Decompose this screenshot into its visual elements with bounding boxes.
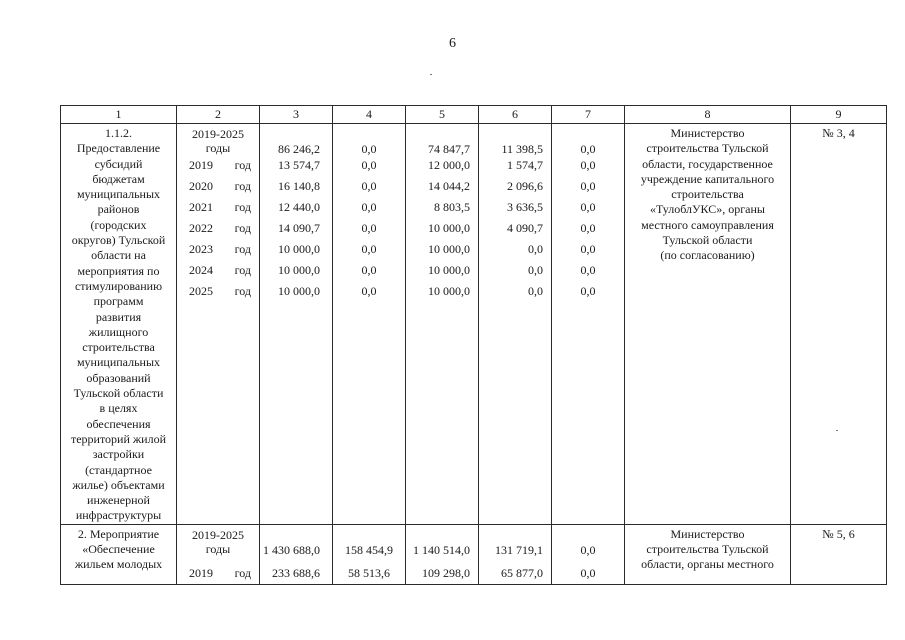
period-year: 2023 xyxy=(189,242,213,256)
period-entry xyxy=(177,241,259,257)
measure-name-line: обеспечения xyxy=(86,416,151,431)
column-number: 8 xyxy=(625,106,791,124)
period-unit: год xyxy=(234,221,251,235)
measure-name-line: инженерной xyxy=(87,493,150,508)
period-entry xyxy=(177,199,259,215)
amount-value: 0,0 xyxy=(528,242,543,256)
period-unit: год xyxy=(234,179,251,193)
local-cell xyxy=(479,124,552,525)
amount-value: 11 398,5 xyxy=(501,142,543,156)
scan-speck xyxy=(430,74,432,75)
measure-name-line: программ xyxy=(93,294,144,309)
column-numbers-row xyxy=(61,106,887,124)
amount-value: 0,0 xyxy=(580,242,596,256)
amount-value: 0,0 xyxy=(580,158,596,172)
measure-name-line: жилье) объектами xyxy=(72,477,165,492)
amount-value: 0,0 xyxy=(528,284,543,298)
period-year: 2024 xyxy=(189,263,213,277)
measure-name-line: субсидий xyxy=(94,156,143,171)
period-unit: год xyxy=(234,284,251,298)
measure-name-line: жильем молодых xyxy=(74,557,163,572)
measure-name-line: строительства xyxy=(82,340,155,355)
reference-cell xyxy=(791,524,887,584)
budget-table xyxy=(60,105,887,585)
amount-value: 0,0 xyxy=(580,565,596,580)
executor-line: Министерство xyxy=(670,126,745,140)
measure-name-line: 2. Мероприятие xyxy=(77,526,160,541)
period-range: 2019-2025 xyxy=(192,527,244,542)
period-entry xyxy=(177,157,259,173)
column-number: 5 xyxy=(406,106,479,124)
executor-line: (по согласованию) xyxy=(660,248,755,263)
extrabudget-cell xyxy=(552,124,625,525)
amount-value: 10 000,0 xyxy=(428,284,470,298)
amount-value: 0,0 xyxy=(361,158,377,172)
amount-value: 0,0 xyxy=(361,242,377,256)
period-entry xyxy=(177,527,259,559)
local-cell xyxy=(479,524,552,584)
amount-value: 1 574,7 xyxy=(507,158,543,172)
amount-value: 0,0 xyxy=(580,542,596,557)
amount-value: 0,0 xyxy=(361,263,377,277)
period-entry xyxy=(177,178,259,194)
amount-value: 0,0 xyxy=(361,284,377,298)
column-number: 3 xyxy=(260,106,333,124)
amount-value: 86 246,2 xyxy=(278,142,320,156)
amount-value: 131 719,1 xyxy=(495,542,543,557)
measure-name-line: мероприятия по xyxy=(77,263,160,278)
executor-line: строительства Тульской xyxy=(646,542,769,557)
executor-line: строительства xyxy=(671,187,744,202)
executor-line: «ТулоблУКС», органы xyxy=(650,202,765,217)
measure-name-line: стимулированию xyxy=(74,278,163,293)
amount-value: 65 877,0 xyxy=(501,565,543,580)
period-entry xyxy=(177,283,259,299)
executor-line: учреждение капитального xyxy=(640,171,775,186)
amount-value: 0,0 xyxy=(580,221,596,235)
measure-name-line: застройки xyxy=(92,447,145,462)
page-number: 6 xyxy=(449,36,456,51)
executor-line: Тульской области xyxy=(662,233,753,248)
measure-name-line: (стандартное xyxy=(85,462,152,477)
executor-line: области, органы местного xyxy=(641,557,774,572)
period-unit: годы xyxy=(205,141,231,155)
amount-value: 12 000,0 xyxy=(428,158,470,172)
amount-value: 10 000,0 xyxy=(428,263,470,277)
period-unit: год xyxy=(234,200,251,214)
amount-value: 2 096,6 xyxy=(507,179,543,193)
executor-cell xyxy=(625,524,791,584)
amount-value: 10 000,0 xyxy=(278,263,320,277)
executor-line: местного самоуправления xyxy=(641,217,774,232)
measure-name-line: в целях xyxy=(99,401,138,416)
measure-name-line: развития xyxy=(95,309,142,324)
extrabudget-cell xyxy=(552,524,625,584)
amount-value: 0,0 xyxy=(580,142,596,156)
amount-value: 13 574,7 xyxy=(278,158,320,172)
amount-value: 1 430 688,0 xyxy=(263,542,320,557)
measure-name-line: территорий жилой xyxy=(70,431,167,446)
executor-line: области, государственное xyxy=(642,156,773,171)
amount-value: 14 044,2 xyxy=(428,179,470,193)
period-unit: годы xyxy=(205,541,231,556)
measure-name-cell xyxy=(61,124,177,525)
federal-cell xyxy=(333,124,406,525)
federal-cell xyxy=(333,524,406,584)
amount-value: 0,0 xyxy=(580,179,596,193)
column-number: 4 xyxy=(333,106,406,124)
period-unit: год xyxy=(234,242,251,256)
amount-value: 158 454,9 xyxy=(345,542,393,557)
executor-line: строительства Тульской xyxy=(646,141,769,156)
executor-cell xyxy=(625,124,791,525)
amount-value: 0,0 xyxy=(361,142,377,156)
measure-name-line: (городских xyxy=(90,217,147,232)
period-year: 2021 xyxy=(189,200,213,214)
amount-value: 10 000,0 xyxy=(428,242,470,256)
measure-name-line: бюджетам xyxy=(92,171,145,186)
measure-name-line: Тульской области xyxy=(73,386,164,401)
measure-name-line: районов xyxy=(97,202,140,217)
total-cell xyxy=(260,124,333,525)
period-year: 2025 xyxy=(189,284,213,298)
measure-name-line: жилищного xyxy=(88,324,149,339)
amount-value: 58 513,6 xyxy=(348,565,390,580)
amount-value: 8 803,5 xyxy=(434,200,470,214)
amount-value: 12 440,0 xyxy=(278,200,320,214)
period-cell xyxy=(177,124,260,525)
amount-value: 0,0 xyxy=(580,200,596,214)
column-number: 1 xyxy=(61,106,177,124)
executor-line: Министерство xyxy=(670,526,745,541)
amount-value: 1 140 514,0 xyxy=(413,542,470,557)
amount-value: 3 636,5 xyxy=(507,200,543,214)
period-unit: год xyxy=(234,565,251,580)
measure-name-line: округов) Тульской xyxy=(71,233,166,248)
column-number: 2 xyxy=(177,106,260,124)
column-number: 6 xyxy=(479,106,552,124)
amount-value: 74 847,7 xyxy=(428,142,470,156)
period-cell xyxy=(177,524,260,584)
measure-name-line: области на xyxy=(91,248,146,263)
measure-name-line: 1.1.2. xyxy=(105,126,132,140)
period-unit: год xyxy=(234,158,251,172)
table-row xyxy=(61,124,887,525)
amount-value: 16 140,8 xyxy=(278,179,320,193)
amount-value: 10 000,0 xyxy=(278,242,320,256)
measure-name-line: образований xyxy=(86,370,151,385)
period-entry xyxy=(177,262,259,278)
indicator-reference: № 5, 6 xyxy=(822,526,855,541)
period-year: 2022 xyxy=(189,221,213,235)
amount-value: 0,0 xyxy=(580,284,596,298)
measure-name-line: «Обеспечение xyxy=(82,542,155,557)
measure-name-line: инфраструктуры xyxy=(75,508,162,523)
reference-cell xyxy=(791,124,887,525)
measure-name-line: муниципальных xyxy=(76,355,161,370)
indicator-reference: № 3, 4 xyxy=(822,126,855,140)
table-row xyxy=(61,524,887,584)
amount-value: 0,0 xyxy=(361,221,377,235)
period-range: 2019-2025 xyxy=(192,127,244,141)
period-year: 2020 xyxy=(189,179,213,193)
amount-value: 10 000,0 xyxy=(428,221,470,235)
period-entry xyxy=(177,126,259,158)
regional-cell xyxy=(406,524,479,584)
amount-value: 4 090,7 xyxy=(507,221,543,235)
column-number: 7 xyxy=(552,106,625,124)
amount-value: 0,0 xyxy=(361,179,377,193)
amount-value: 0,0 xyxy=(361,200,377,214)
amount-value: 14 090,7 xyxy=(278,221,320,235)
total-cell xyxy=(260,524,333,584)
amount-value: 233 688,6 xyxy=(272,565,320,580)
amount-value: 0,0 xyxy=(580,263,596,277)
amount-value: 109 298,0 xyxy=(422,565,470,580)
period-unit: год xyxy=(234,263,251,277)
period-entry xyxy=(177,220,259,236)
measure-name-cell xyxy=(61,524,177,584)
period-entry xyxy=(177,565,259,581)
amount-value: 0,0 xyxy=(528,263,543,277)
amount-value: 10 000,0 xyxy=(278,284,320,298)
column-number: 9 xyxy=(791,106,887,124)
regional-cell xyxy=(406,124,479,525)
period-year: 2019 xyxy=(189,565,213,580)
measure-name-line: муниципальных xyxy=(76,187,161,202)
measure-name-line: Предоставление xyxy=(76,141,161,156)
period-year: 2019 xyxy=(189,158,213,172)
